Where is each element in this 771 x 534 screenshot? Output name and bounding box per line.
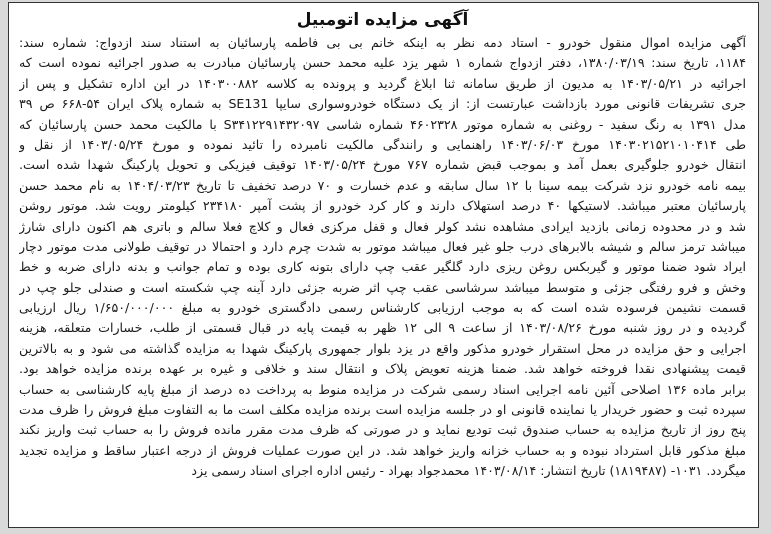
notice-line: طی ۱۴۰۳۰۲۱۵۲۱۰۱۰۴۱۴ مورخ ۱۴۰۳/۰۶/۰۳ راهنمایی و رانندگی مالکیت نامبرده را تائید نموده و مورخ ۱۴۰۳/۰۵/۲۴ از نقل و <box>19 136 746 152</box>
notice-line: پارسائیان معتبر میباشد. لاستیکها ۴۰ درصد استهلاک دارند و کار کرد خودرو از پشت آمپر ۲۳۴۱۸۰ کیلومتر رویت شد. موتور روشن <box>19 198 746 214</box>
notice-line: بیمه نامه خودرو نزد شرکت بیمه سینا با ۱۲ سال سابقه و عدم خسارت و ۷۰ درصد تخفیف تا تاریخ ۱۴۰۴/۰۳/۲۳ به نام محمد حسن <box>19 177 746 193</box>
auction-notice <box>8 2 759 528</box>
notice-line: پنج روز از تاریخ مزایده به حساب صندوق ثبت تودیع نماید و در صورتی که ظرف مدت مقرر مانده فروش را به حساب ثبت واریز نکند <box>19 422 746 438</box>
notice-signature-line: میگردد. ۱۰۳۱- (۱۸۱۹۴۸۷) تاریخ انتشار: ۱۴۰۳/۰۸/۱۴ محمدجواد بهراد - رئیس اداره اجرای اسناد رسمی یزد <box>191 463 746 479</box>
notice-line: شد و در محدوده زمانی بازدید ایرادی مشاهده نشد کولر فعال و قفل مرکزی فعال و کلاچ فعلا سالم و باتری هم اکنون دارای شارژ <box>19 218 746 234</box>
notice-line: مدل ۱۳۹۱ به رنگ سفید - روغنی به شماره موتور ۴۶۰۲۳۲۸ شماره شاسی S۳۴۱۲۲۹۱۴۳۲۰۹۷ با مالکیت محمد حسن پارسائیان که <box>19 116 746 132</box>
notice-line: میباشد ترمز سالم و شیشه بالابرهای درب جلو غیر فعال میباشد موتور به شدت چرم دارد و احتمالا در توقیف طولانی مدت موتور دچار <box>19 238 746 254</box>
notice-line: وخش و فرو رفتگی جزئی و متوسط میباشد سرشاسی عقب چپ اثر ضربه جزئی دارد آینه چپ شکسته است و صندلی جلو چپ در <box>19 279 746 295</box>
notice-body <box>19 33 746 482</box>
notice-line: سپرده ثبت و حضور خریدار یا نماینده قانونی او در جلسه مزایده است برنده مزایده مکلف است ما به التفاوت مبلغ فروش را ظرف مدت <box>19 402 746 418</box>
notice-line: ایراد شود ضمنا موتور و گیربکس روغن ریزی دارد گلگیر عقب چپ دارای بتونه کاری بوده و تمام جوانب و بدنه دارای ضربه و خط <box>19 259 746 275</box>
notice-line: انتقال خودرو جلوگیری بعمل آمد و بموجب قبض شماره ۷۶۷ مورخ ۱۴۰۳/۰۵/۲۴ توقیف فیزیکی و تحویل پارکینگ شهدا شده است. <box>19 157 746 173</box>
notice-line: قیمت پیشنهادی نقدا فروخته خواهد شد. ضمنا هزینه تعویض پلاک و انتقال سند و خلافی و غیره بر عهده برنده مزایده خواهد بود. <box>19 361 746 377</box>
notice-line: آگهی مزایده اموال منقول خودرو - استاد دمه نظر به اینکه خانم بی بی فاطمه پارسائیان به استناد سند ازدواج: شماره سند: <box>19 35 746 50</box>
notice-line: برابر ماده ۱۳۶ اصلاحی آئین نامه اجرایی اسناد رسمی شرکت در مزایده منوط به پرداخت ده درصد از مبلغ پایه کارشناسی به حساب <box>19 381 746 397</box>
notice-line: قسمت نشیمن فرسوده شده است که به موجب ارزیابی کارشناس رسمی دادگستری خودرو به مبلغ ۱/۶۵۰/۰۰۰/۰۰۰ ریال ارزیابی <box>19 300 746 316</box>
notice-line: جری تشریفات قانونی مورد بازداشت عبارتست از: از یک دستگاه خودروسواری سایپا SE131 به شماره پلاک ایران ۵۴-۶۶۸ ص ۳۹ <box>19 96 746 112</box>
notice-title: آگهی مزایده اتومبیل <box>296 10 469 30</box>
notice-line: اجرائیه در ۱۴۰۳/۰۵/۲۱ به مدیون از طریق سامانه ثنا ابلاغ گردید و پرونده به کلاسه ۱۴۰۳۰۰۸۸۲ در این اداره تشکیل و پس از <box>19 75 746 91</box>
notice-line: گردیده و در روز شنبه مورخ ۱۴۰۳/۰۸/۲۶ از ساعت ۹ الی ۱۲ ظهر به قیمت پایه در قبال قسمتی از طلب، خسارات متعلقه، هزینه <box>19 320 746 336</box>
notice-line: ۱۱۸۴، تاریخ سند: ۱۳۸۰/۰۳/۱۹، دفتر ازدواج شماره ۱ شهر یزد علیه محمد حسن پارسائیان مبادرت به صدور اجرائیه نموده است که <box>19 55 746 71</box>
notice-line: مبلغ مذکور قابل استرداد نبوده و به حساب خزانه واریز خواهد شد. در این صورت عملیات فروش از درجه اعتبار ساقط و مزایده تجدید <box>19 442 746 458</box>
notice-line: اجرایی و حق مزایده در محل استقرار خودرو مذکور واقع در یزد بلوار جمهوری پارکینگ شهدا به مزایده گذاشته می شود و به بالاترین <box>19 340 746 356</box>
